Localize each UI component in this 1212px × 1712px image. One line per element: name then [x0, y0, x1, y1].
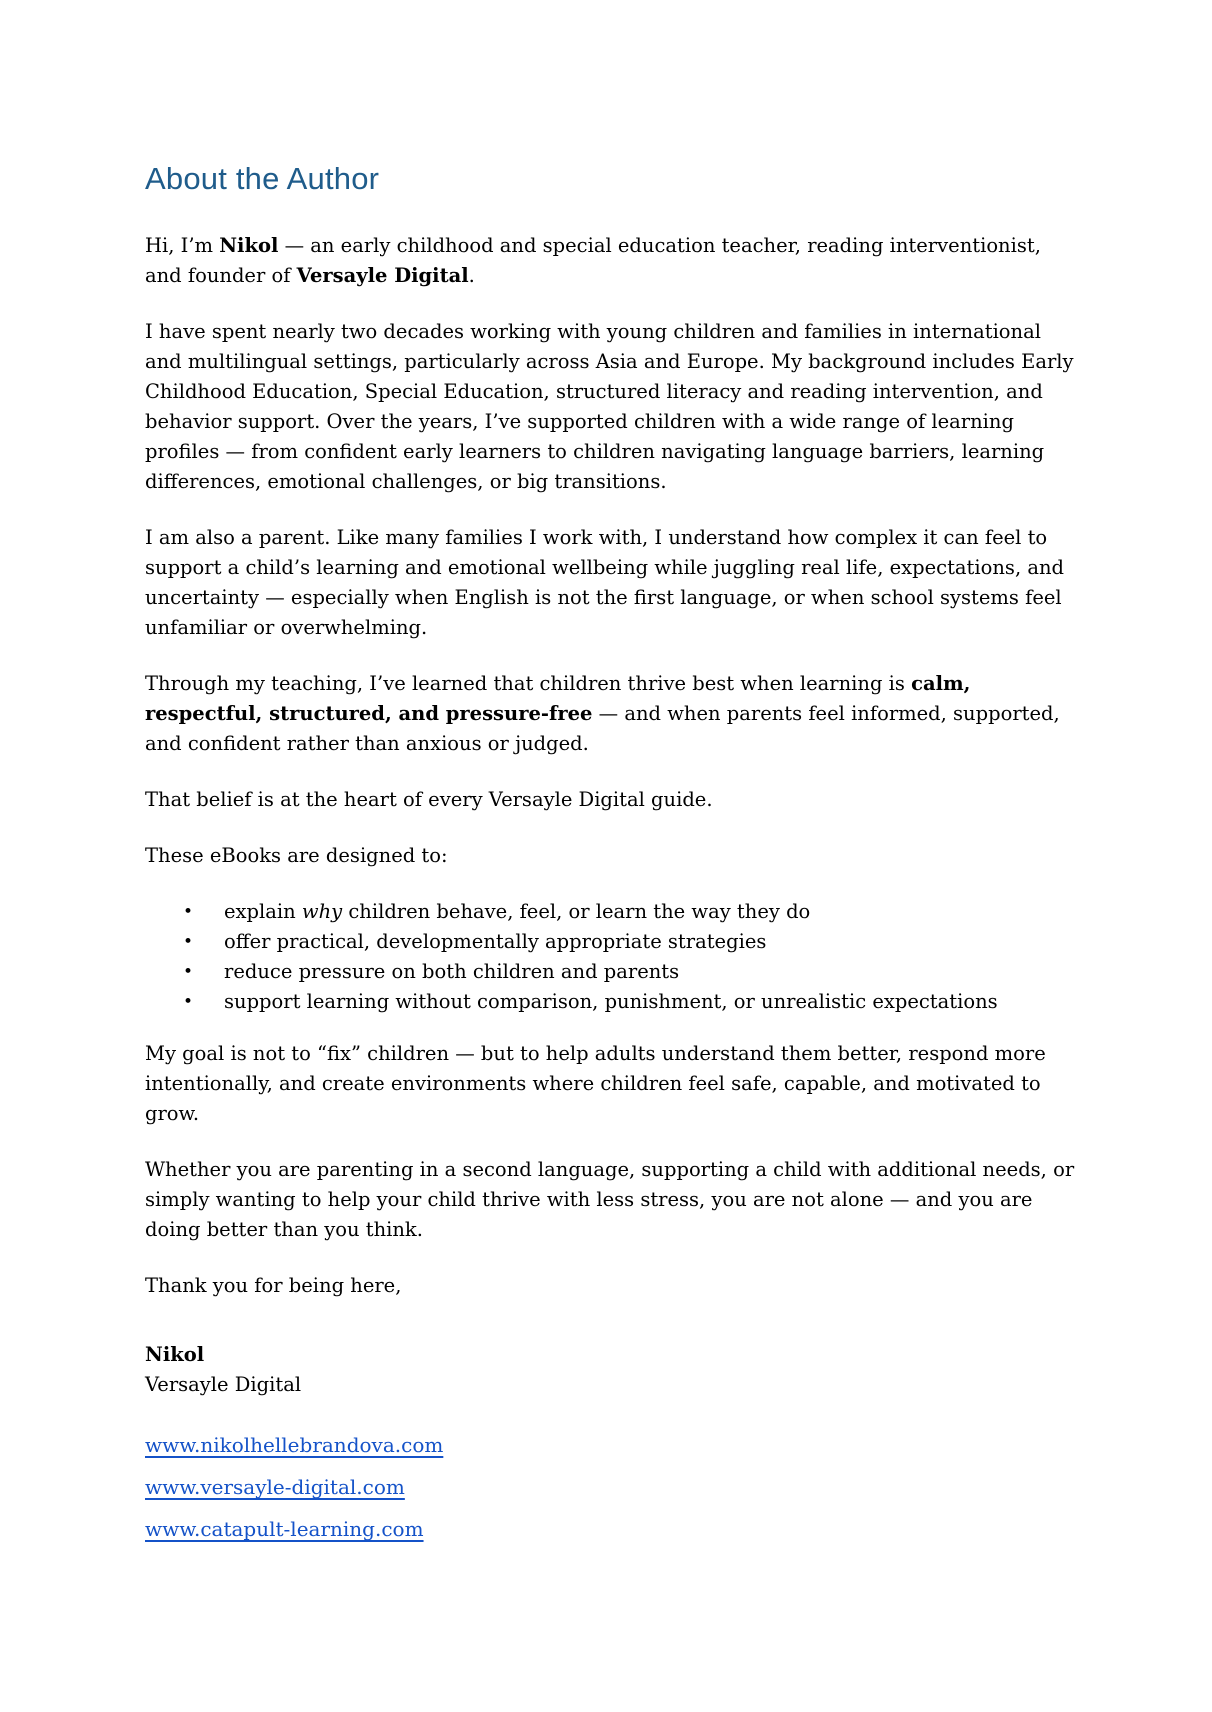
bold-text: Nikol	[219, 234, 279, 257]
signature-name: Nikol	[145, 1343, 205, 1366]
website-link[interactable]: www.versayle-digital.com	[145, 1475, 405, 1499]
list-item: • support learning without comparison, punishment, or unrealistic expectations	[145, 987, 1081, 1017]
paragraph: My goal is not to “fix” children — but to help adults understand them better, respond more intentionally, and create environments where children feel safe, capable, and motivated to grow.	[145, 1042, 1046, 1125]
paragraph: Thank you for being here,	[145, 1274, 402, 1297]
list-item: • offer practical, developmentally appropriate strategies	[145, 927, 1081, 957]
link-row	[145, 1514, 1081, 1544]
paragraph: Hi, I’m Nikol — an early childhood and special education teacher, reading interventionist, and founder of Versayle Digital.	[145, 234, 1041, 287]
website-link[interactable]: www.catapult-learning.com	[145, 1517, 424, 1541]
paragraph: I am also a parent. Like many families I work with, I understand how complex it can feel to support a child’s learning and emotional wellbeing while juggling real life, expectations, and uncertainty — especially when English is not the first language, or when school systems feel unfamiliar or overwhelming.	[145, 526, 1065, 639]
italic-text: why	[301, 900, 343, 923]
paragraph: These eBooks are designed to:	[145, 844, 448, 867]
paragraph: Whether you are parenting in a second language, supporting a child with additional needs, or simply wanting to help your child thrive with less stress, you are not alone — and you are doing better than you think.	[145, 1158, 1075, 1241]
links-block	[145, 1430, 1081, 1544]
page-title: About the Author	[145, 161, 380, 196]
paragraph: I have spent nearly two decades working with young children and families in international and multilingual settings, particularly across Asia and Europe. My background includes Early Childhood Education, Special Education, structured literacy and reading intervention, and behavior support. Over the years, I’ve supported children with a wide range of learning profiles — from confident early learners to children navigating language barriers, learning differences, emotional challenges, or big transitions.	[145, 320, 1074, 493]
bullet-icon: •	[183, 992, 194, 1012]
bold-text: calm, respectful, structured, and pressure-free	[145, 672, 971, 725]
signature-organization: Versayle Digital	[145, 1373, 302, 1396]
bold-text: Versayle Digital	[296, 264, 469, 287]
signature-block	[145, 1340, 1081, 1400]
bullet-icon: •	[183, 902, 194, 922]
list-item: • reduce pressure on both children and parents	[145, 957, 1081, 987]
paragraph: Through my teaching, I’ve learned that children thrive best when learning is calm, respectful, structured, and pressure-free — and when parents feel informed, supported, and confident rather than anxious or judged.	[145, 672, 1060, 755]
bullet-icon: •	[183, 932, 194, 952]
bullet-icon: •	[183, 962, 194, 982]
list-item: • explain why children behave, feel, or learn the way they do	[145, 897, 1081, 927]
link-row	[145, 1472, 1081, 1502]
website-link[interactable]: www.nikolhellebrandova.com	[145, 1433, 444, 1457]
link-row	[145, 1430, 1081, 1460]
document-body	[145, 231, 1081, 1544]
bullet-list	[145, 897, 1081, 1017]
paragraph: That belief is at the heart of every Versayle Digital guide.	[145, 788, 713, 811]
